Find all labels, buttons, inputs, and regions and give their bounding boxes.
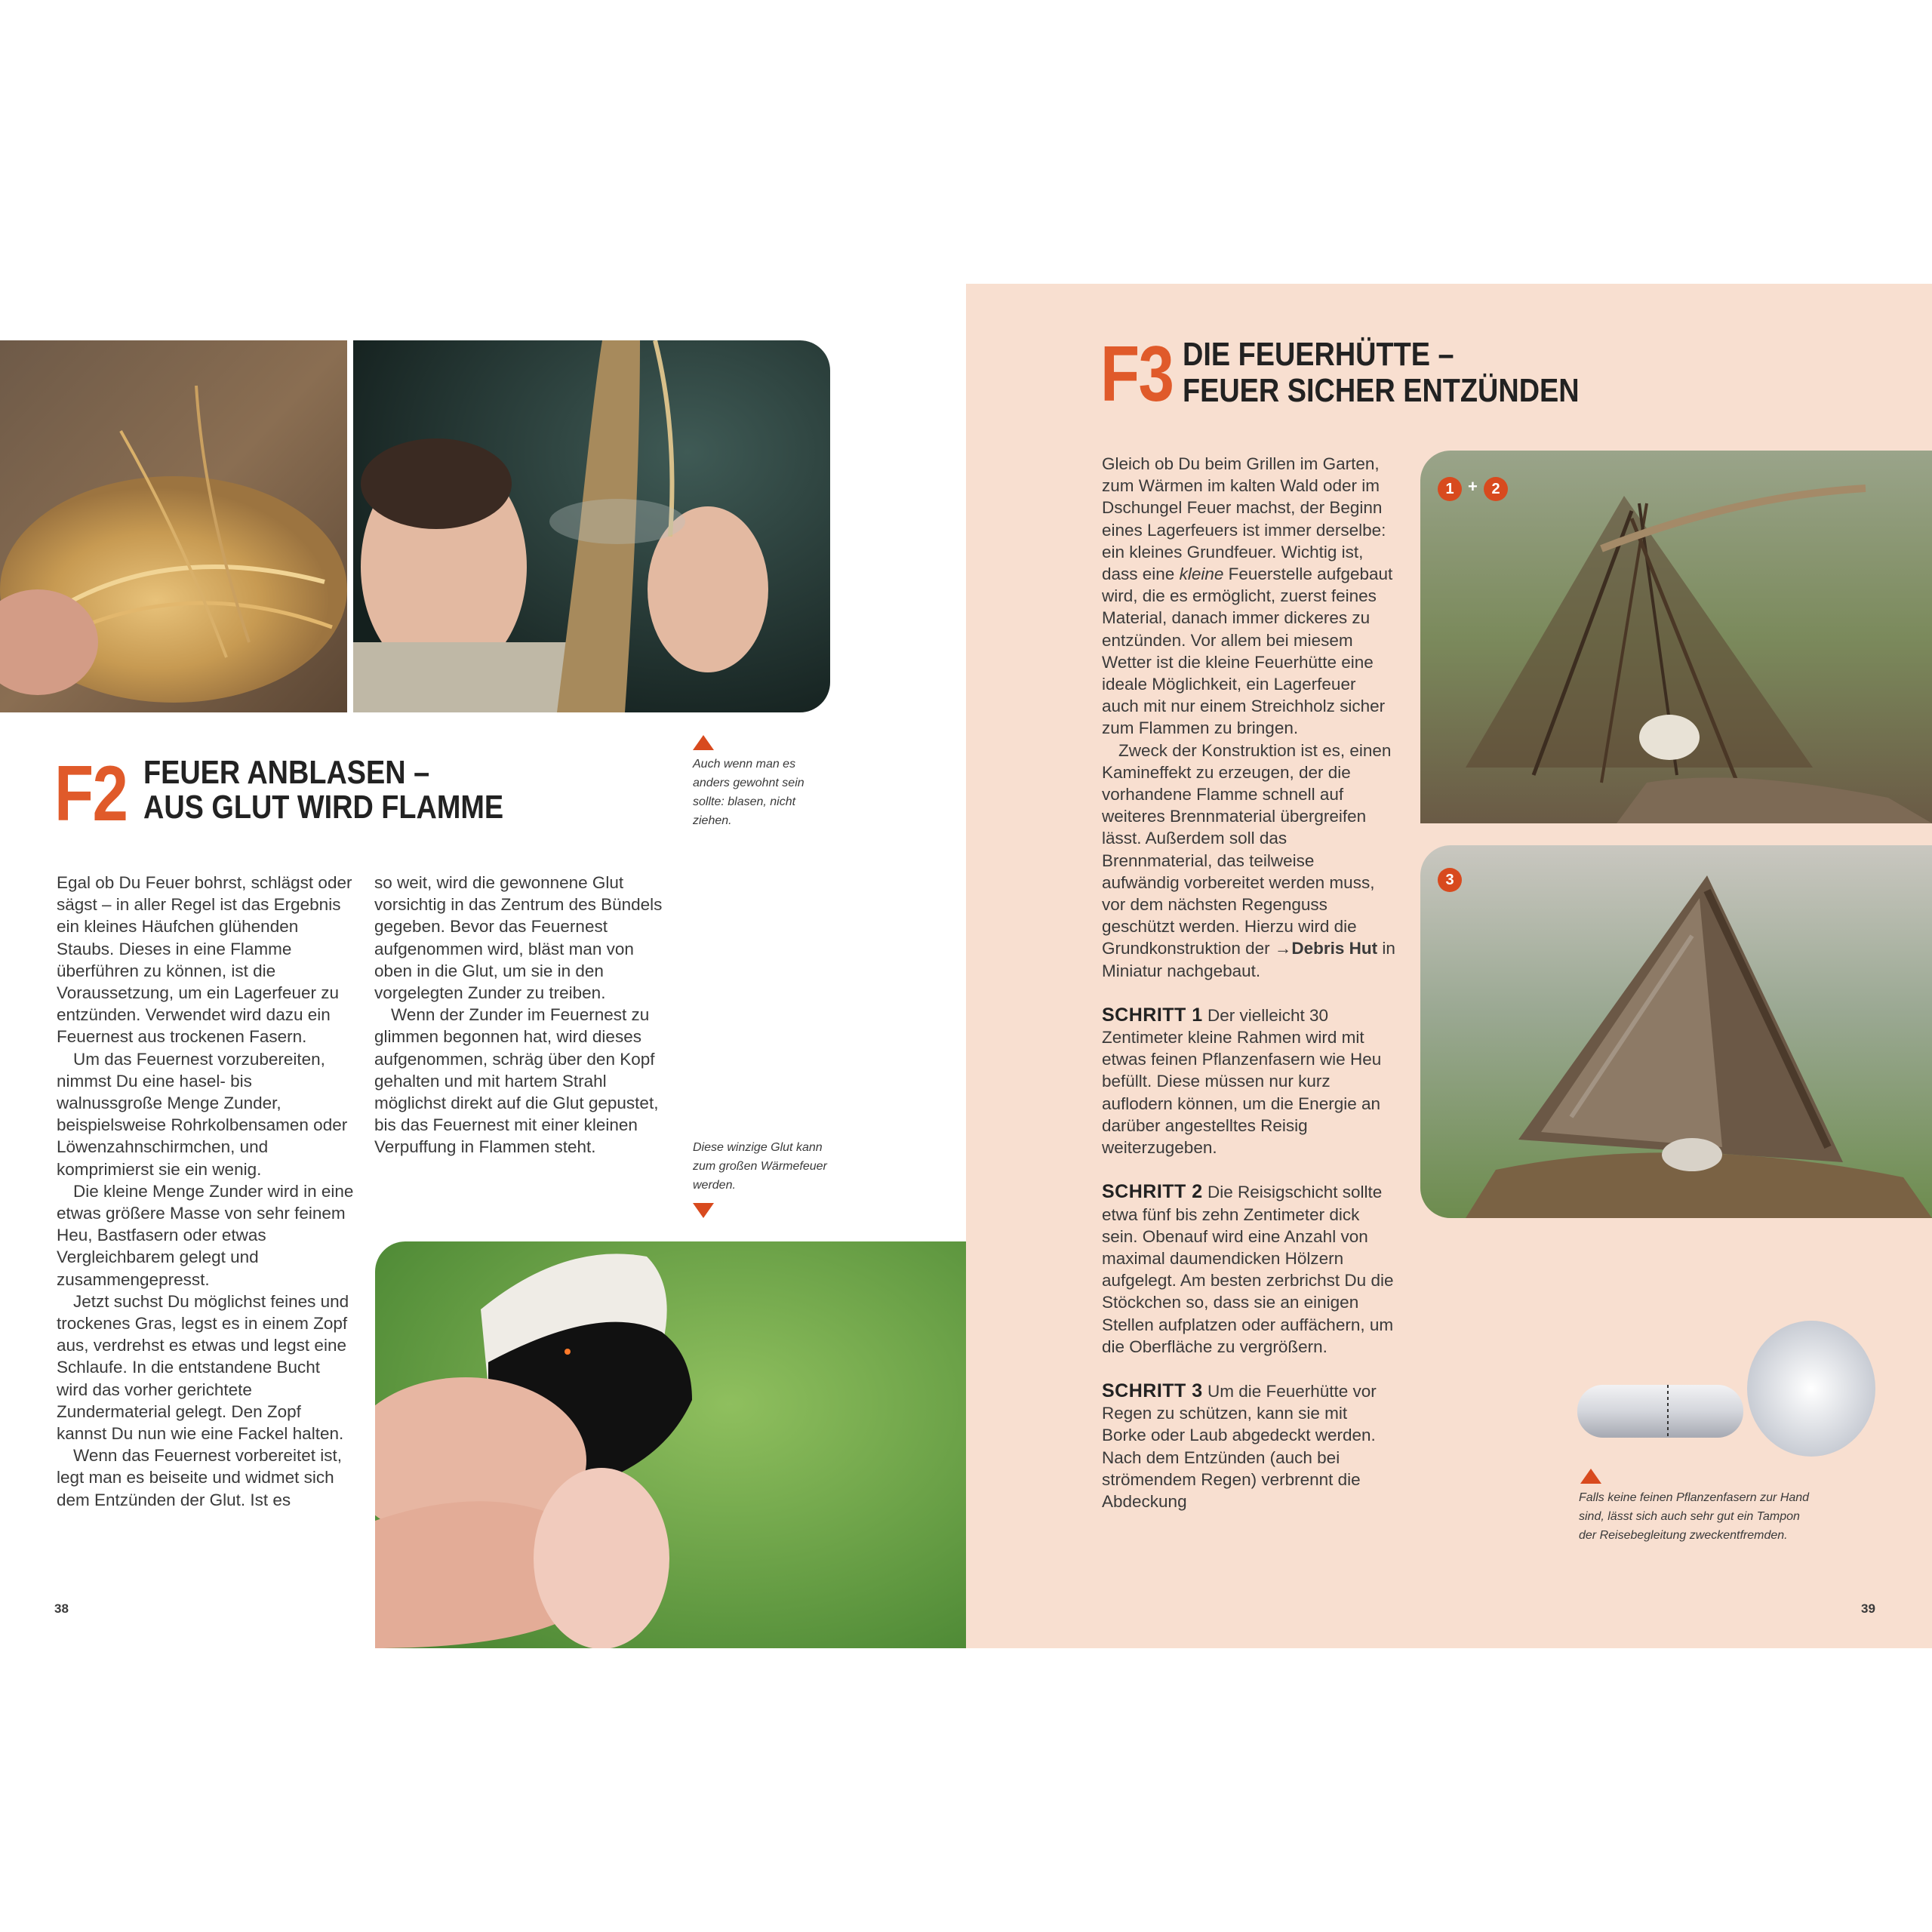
section-title-f2-line1: FEUER ANBLASEN – <box>143 754 430 791</box>
paragraph-intro-2 <box>1102 740 1396 982</box>
step-text: Die Reisigschicht sollte etwa fünf bis zehn Zentimeter dick sein. Obenauf wird eine Anzahl von maximal daumendicken Hölzern aufgelegt. Am besten zerbrichst Du die Stöckchen so, dass sie an einigen Stellen aufplatzen oder auffächern, um die Oberfläche zu vergrößern. <box>1102 1183 1394 1356</box>
text-span: Gleich ob Du beim Grillen im Garten, zum Wärmen im kalten Wald oder im Dschungel Feuer machst, der Beginn eines Lagerfeuers ist immer derselbe: ein kleines Grundfeuer. Wichtig ist, dass eine <box>1102 454 1386 584</box>
left-column-1 <box>57 872 355 1511</box>
left-column-2 <box>374 872 672 1158</box>
paragraph: Egal ob Du Feuer bohrst, schlägst oder sägst – in aller Regel ist das Ergebnis ein kleines Häufchen glühenden Staubs. Dieses in eine Flamme überführen zu können, ist die Voraussetzung, um ein Lagerfeuer zu entzünden. Verwendet wird dazu ein Feuernest aus trockenen Fasern. <box>57 873 352 1047</box>
photo-stick-frame <box>1420 451 1932 823</box>
cross-reference-link[interactable]: →Debris Hut <box>1274 939 1378 958</box>
paragraph: Wenn der Zunder im Feuernest zu glimmen begonnen hat, wird dieses aufgenommen, schräg über den Kopf gehalten und mit hartem Strahl möglichst direkt auf die Glut gepustet, bis das Feuernest mit einer kleinen Verpuffung in Flammen steht. <box>374 1005 659 1157</box>
paragraph-intro-1 <box>1102 453 1396 740</box>
step-label: SCHRITT 2 <box>1102 1181 1203 1203</box>
paragraph: Die kleine Menge Zunder wird in eine etwas größere Masse von sehr feinem Heu, Bastfasern oder etwas Vergleichbarem gelegt und zusammengepresst. <box>57 1181 354 1289</box>
paragraph: so weit, wird die gewonnene Glut vorsichtig in das Zentrum des Bündels gegeben. Bevor das Feuernest aufgenommen wird, bläst man von oben in die Glut, um sie in den vorgelegten Zunder zu treiben. <box>374 873 663 1003</box>
step-label: SCHRITT 3 <box>1102 1380 1203 1401</box>
caption-arrow-up <box>1580 1469 1601 1484</box>
step-text: Um die Feuerhütte vor Regen zu schützen, kann sie mit Borke oder Laub abgedeckt werden. Nach dem Entzünden (auch bei strömendem Regen) verbrennt die Abdeckung <box>1102 1381 1377 1511</box>
paragraph: Um das Feuernest vorzubereiten, nimmst Du eine hasel- bis walnussgroße Menge Zunder, beispielsweise Rohrkolbensamen oder Löwenzahnschirmchen, und komprimierst sie ein wenig. <box>57 1049 348 1179</box>
caption-ember: Diese winzige Glut kann zum großen Wärmefeuer werden. <box>693 1141 827 1192</box>
photo-grass-nest <box>0 340 347 712</box>
photo-tampon <box>1562 1306 1879 1464</box>
photo-bark-covered-hut <box>1420 845 1932 1218</box>
caption-tampon: Falls keine feinen Pflanzenfasern zur Hand sind, lässt sich auch sehr gut ein Tampon der Reisebegleitung zweckentfremden. <box>1579 1491 1810 1542</box>
caption-arrow-up <box>693 735 714 750</box>
photo-man-blowing <box>353 340 830 712</box>
section-code-f2: F2 <box>54 750 128 838</box>
step-text: Der vielleicht 30 Zentimeter kleine Rahmen wird mit etwas feinen Pflanzenfasern wie Heu befüllt. Diese müssen nur kurz auflodern können, um die Energie an darüber angestelltes Reisig weiterzugeben. <box>1102 1005 1382 1158</box>
text-span: in Miniatur nachgebaut. <box>1102 939 1395 980</box>
step-badge-2: 2 <box>1484 477 1508 501</box>
paragraph: Jetzt suchst Du möglichst feines und trockenes Gras, legst es in einem Zopf aus, verdrehst es etwas und legst eine Schlaufe. In die entstandene Bucht wird das vorher gerichtete Zundermaterial gelegt. Den Zopf kannst Du nun wie eine Fackel halten. <box>57 1291 349 1444</box>
emphasis: kleine <box>1179 565 1224 584</box>
step-2 <box>1102 1181 1396 1358</box>
step-label: SCHRITT 1 <box>1102 1004 1203 1026</box>
section-code-f3: F3 <box>1100 331 1174 418</box>
step-badge-3: 3 <box>1438 868 1462 892</box>
page-number-left: 38 <box>54 1601 69 1616</box>
text-span: Feuerstelle aufgebaut wird, die es ermöglicht, zuerst feines Material, danach immer dickeres zu entzünden. Vor allem bei miesem Wetter ist die kleine Feuerhütte eine ideale Möglichkeit, ein Lagerfeuer auch mit nur einem Streichholz sicher zum Flammen zu bringen. <box>1102 565 1393 738</box>
section-title-f2-line2: AUS GLUT WIRD FLAMME <box>143 789 504 826</box>
page-number-right: 39 <box>1861 1601 1875 1616</box>
plus-sign: + <box>1468 477 1478 496</box>
section-title-f3-line2: FEUER SICHER ENTZÜNDEN <box>1183 372 1580 409</box>
text-span: Zweck der Konstruktion ist es, einen Kamineffekt zu erzeugen, der die vorhandene Flamme schnell auf weiteres Brennmaterial übergreifen lässt. Außerdem soll das Brennmaterial, das teilweise aufwändig vorbereitet werden muss, vor dem nächsten Regenguss geschützt werden. Hierzu wird die Grundkonstruktion der <box>1102 740 1392 958</box>
step-3 <box>1102 1380 1396 1512</box>
paragraph: Wenn das Feuernest vorbereitet ist, legt man es beiseite und widmet sich dem Entzünden der Glut. Ist es <box>57 1446 343 1509</box>
photo-ember-char-cloth <box>375 1241 966 1648</box>
step-badge-1: 1 <box>1438 477 1462 501</box>
caption-blowing: Auch wenn man es anders gewohnt sein sollte: blasen, nicht ziehen. <box>693 758 804 827</box>
step-1 <box>1102 1004 1396 1158</box>
section-title-f3-line1: DIE FEUERHÜTTE – <box>1183 336 1454 373</box>
caption-arrow-down <box>693 1203 714 1218</box>
right-column <box>1102 453 1396 1512</box>
